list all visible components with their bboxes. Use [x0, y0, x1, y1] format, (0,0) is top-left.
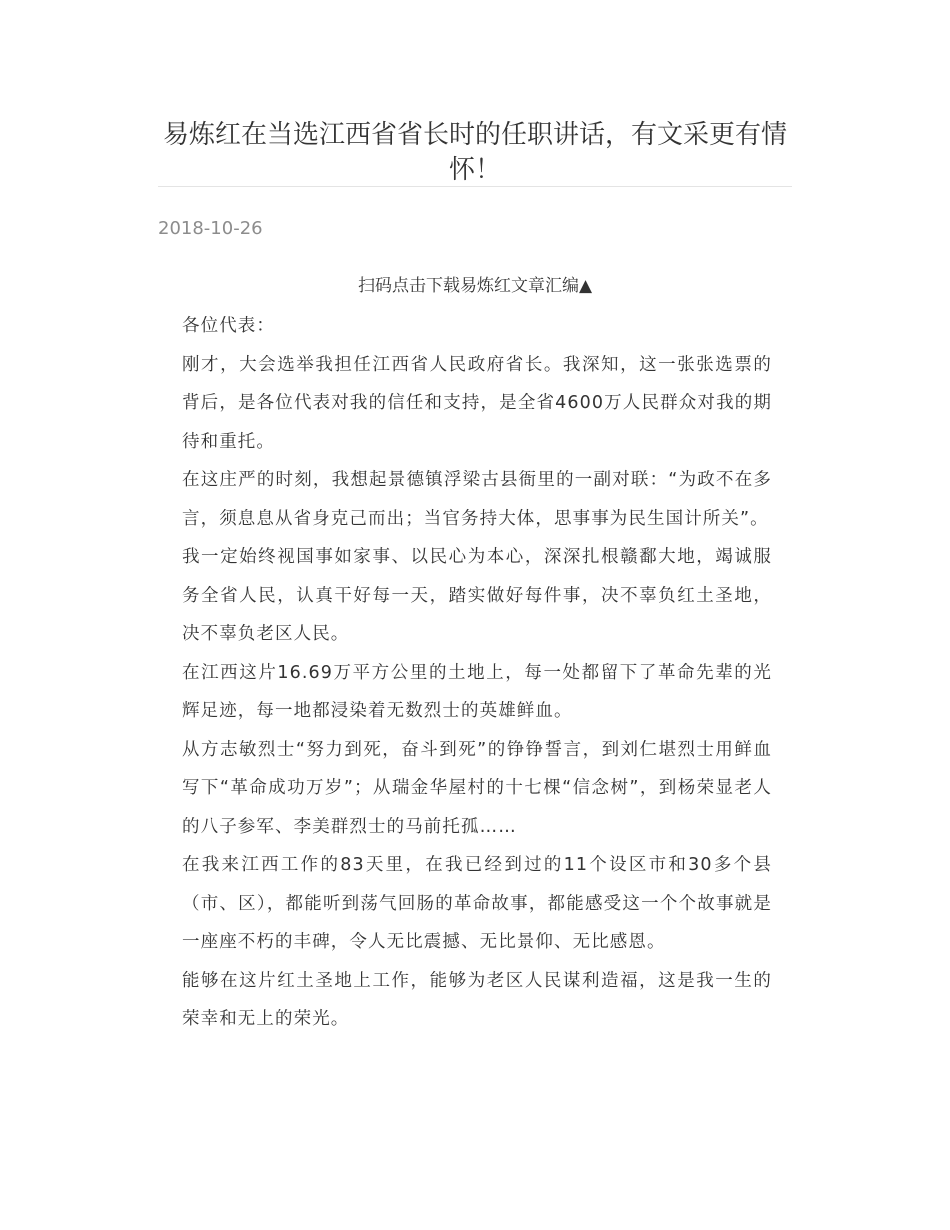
body-paragraph: 在这庄严的时刻，我想起景德镇浮梁古县衙里的一副对联：“为政不在多言，须息息从省身克己而出；当官务持大体，思事事为民生国计所关”。	[182, 470, 772, 529]
body-paragraph: 我一定始终视国事如家事、以民心为本心，深深扎根赣鄱大地，竭诚服务全省人民，认真干好每一天，踏实做好每件事，决不辜负红土圣地，决不辜负老区人民。	[182, 547, 772, 644]
body-paragraph: 在我来江西工作的83天里，在我已经到过的11个设区市和30多个县（市、区），都能听到荡气回肠的革命故事，都能感受这一个个故事就是一座座不朽的丰碑，令人无比震撼、无比景仰、无比感恩。	[182, 855, 772, 952]
body-paragraph: 从方志敏烈士“努力到死，奋斗到死”的铮铮誓言，到刘仁堪烈士用鲜血写下“革命成功万岁”；从瑞金华屋村的十七棵“信念树”，到杨荣显老人的八子参军、李美群烈士的马前托孤……	[182, 739, 772, 837]
download-banner-text: 扫码点击下载易炼红文章汇编▲	[357, 276, 593, 296]
article-title: 易炼红在当选江西省省长时的任职讲话，有文采更有情怀！	[162, 120, 787, 185]
body-paragraph: 在江西这片16.69万平方公里的土地上，每一处都留下了革命先辈的光辉足迹，每一地都浸染着无数烈士的英雄鲜血。	[182, 662, 772, 721]
title-divider	[158, 186, 792, 187]
body-paragraph: 刚才，大会选举我担任江西省人民政府省长。我深知，这一张张选票的背后，是各位代表对我的信任和支持，是全省4600万人民群众对我的期待和重托。	[182, 354, 772, 452]
body-paragraph: 各位代表：	[182, 316, 275, 336]
publish-date: 2018-10-26	[158, 218, 263, 239]
article-body	[182, 307, 772, 1039]
body-paragraph: 能够在这片红土圣地上工作，能够为老区人民谋利造福，这是我一生的荣幸和无上的荣光。	[182, 970, 772, 1029]
